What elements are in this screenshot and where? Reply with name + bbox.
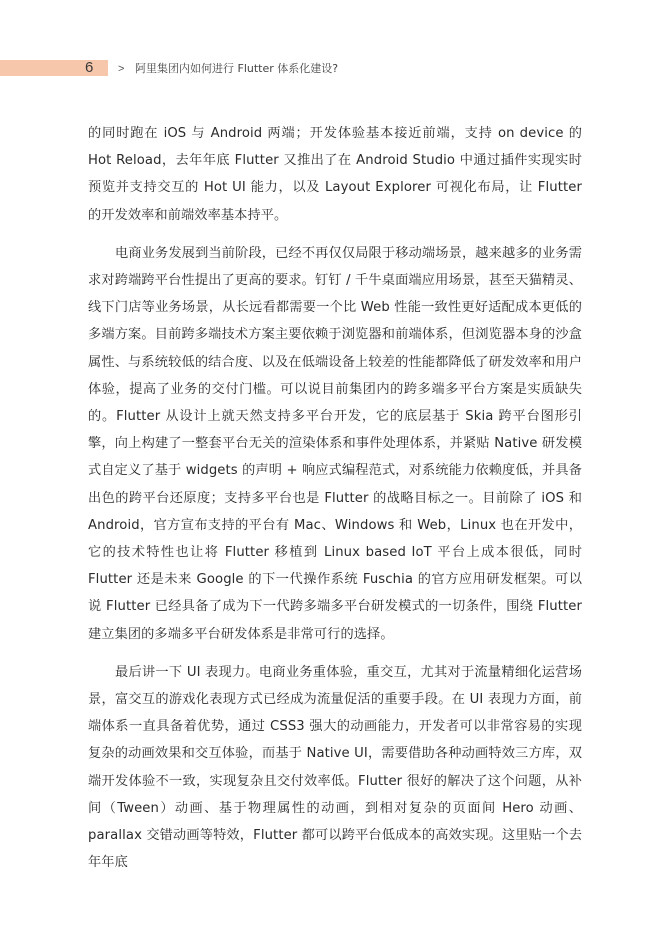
paragraph-continued: 的同时跑在 iOS 与 Android 两端；开发体验基本接近前端，支持 on device 的 Hot Reload，去年年底 Flutter 又推出了在 Android Studio 中通过插件实现实时预览并支持交互的 Hot UI 能力，以及 Layout Explorer 可视化布局，让 Flutter 的开发效率和前端效率基本持平。 (88, 126, 582, 223)
breadcrumb-chevron-icon: > (118, 63, 125, 75)
paragraph-ui-expressiveness: 最后讲一下 UI 表现力。电商业务重体验，重交互，尤其对于流量精细化运营场景，富交互的游戏化表现方式已经成为流量促活的重要手段。在 UI 表现力方面，前端体系一直具备着优势，通过 CSS3 强大的动画能力，开发者可以非常容易的实现复杂的动画效果和交互体验，而基于 Native UI，需要借助各种动画特效三方库，双端开发体验不一致，实现复杂且交付效率低。Flutter 很好的解决了这个问题，从补间（Tween）动画、基于物理属性的动画，到相对复杂的页面间 Hero 动画、parallax 交错动画等特效，Flutter 都可以跨平台低成本的高效实现。这里贴一个去年年底 (88, 664, 582, 871)
body-text (88, 120, 582, 887)
page-number: 6 (85, 59, 94, 76)
paragraph-multiplatform: 电商业务发展到当前阶段，已经不再仅仅局限于移动端场景，越来越多的业务需求对跨端跨平台性提出了更高的要求。钉钉 / 千牛桌面端应用场景，甚至天猫精灵、线下门店等业务场景，从长远看都需要一个比 Web 性能一致性更好适配成本更低的多端方案。目前跨多端技术方案主要依赖于浏览器和前端体系，但浏览器本身的沙盒属性、与系统较低的结合度、以及在低端设备上较差的性能都降低了研发效率和用户体验，提高了业务的交付门槛。可以说目前集团内的跨多端多平台方案是实质缺失的。Flutter 从设计上就天然支持多平台开发，它的底层基于 Skia 跨平台图形引擎，向上构建了一整套平台无关的渲染体系和事件处理体系，并紧贴 Native 研发模式自定义了基于 widgets 的声明 + 响应式编程范式，对系统能力依赖度低，并具备出色的跨平台还原度；支持多平台也是 Flutter 的战略目标之一。目前除了 iOS 和 Android，官方宣布支持的平台有 Mac、Windows 和 Web，Linux 也在开发中，它的技术特性也让将 Flutter 移植到 Linux based IoT 平台上成本很低，同时 Flutter 还是未来 Google 的下一代操作系统 Fuschia 的官方应用研发框架。可以说 Flutter 已经具备了成为下一代跨多端多平台研发模式的一切条件，围绕 Flutter 建立集团的多端多平台研发体系是非常可行的选择。 (88, 245, 582, 642)
running-header-title: 阿里集团内如何进行 Flutter 体系化建设? (135, 62, 339, 75)
